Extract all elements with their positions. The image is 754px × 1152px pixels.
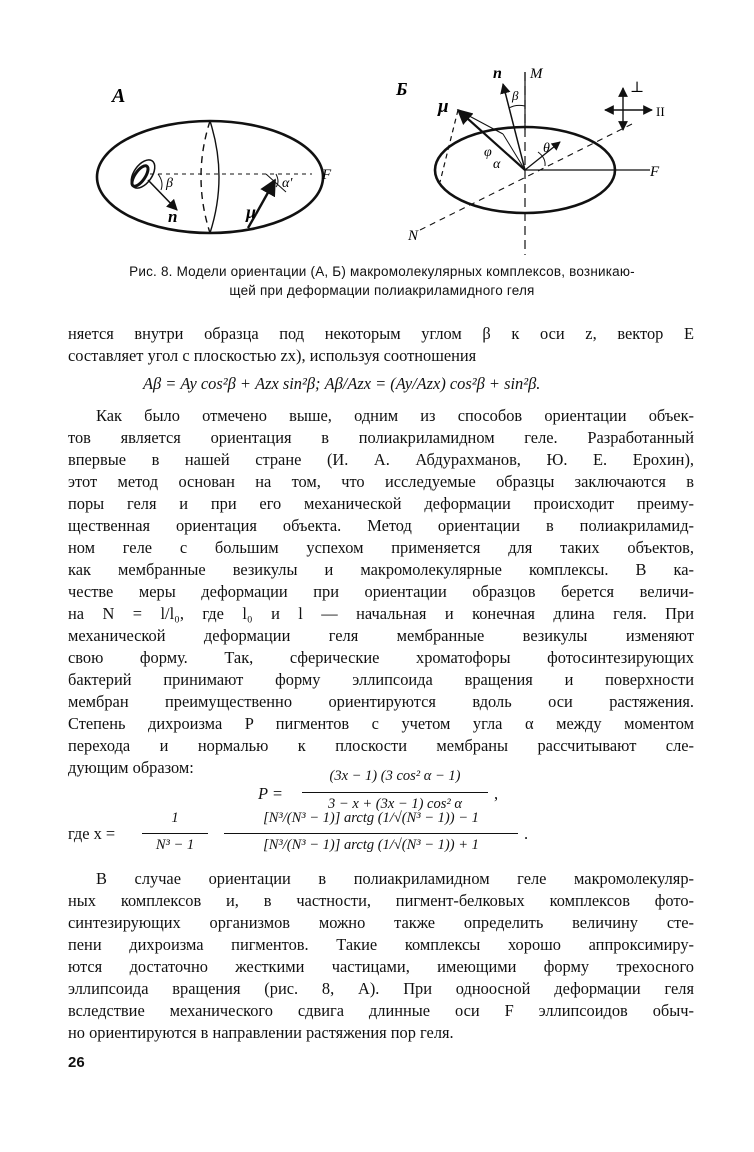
text-line: составляет угол с плоскостью zx), используя соотношения xyxy=(68,346,477,365)
text-line: перехода и нормалью к плоскости мембраны рассчитывают сле- xyxy=(68,736,694,755)
inner-curve-dashed xyxy=(201,121,210,233)
formula-p-lhs: P = xyxy=(258,784,283,803)
svg-text:θ: θ xyxy=(543,141,550,156)
formula-x-frac1-den: N³ − 1 xyxy=(155,837,195,853)
text-line: свою форму. Так, сферические хроматофоры фотосинтезирующих xyxy=(68,648,694,667)
figure-caption xyxy=(70,262,694,300)
formula-x-lead: где x = xyxy=(68,824,116,843)
text-line: но ориентируются в направлении растяжения пор геля. xyxy=(68,1023,454,1042)
mu-vector-a xyxy=(256,180,275,214)
text-line: тов является ориентация в полиакриламидном геле. Разработанный xyxy=(68,428,694,447)
page-number: 26 xyxy=(68,1054,85,1071)
formula-p-bar xyxy=(302,792,488,793)
formula-x-trail: . xyxy=(524,824,529,843)
text-line: Степень дихроизма P пигментов с учетом угла α между моментом xyxy=(68,714,694,733)
formula-x-frac1-num: 1 xyxy=(171,810,179,826)
formula-x-frac2-den: [N³/(N³ − 1)] arctg (1/√(N³ − 1)) + 1 xyxy=(263,837,479,853)
formula-p-numerator: (3x − 1) (3 cos² α − 1) xyxy=(329,768,461,784)
inner-curve-solid xyxy=(210,121,219,233)
formula-absorbance: Aβ = Ay cos²β + Azx sin²β; Aβ/Azx = (Ay/Azx) cos²β + sin²β. xyxy=(143,374,541,393)
paragraph-3 xyxy=(68,868,694,1044)
formula-p-denominator: 3 − x + (3x − 1) cos² α xyxy=(328,796,462,812)
label-b: Б xyxy=(396,79,408,99)
caption-line-2: щей при деформации полиакриламидного геля xyxy=(229,283,535,298)
text-line: мембран преимущественно ориентируются вдоль оси растяжения. xyxy=(68,692,694,711)
text-line: няется внутри образца под некоторым углом β к оси z, вектор E xyxy=(68,324,694,343)
panel-b xyxy=(395,65,665,255)
caption-line-1: Рис. 8. Модели ориентации (А, Б) макромолекулярных комплексов, возникаю- xyxy=(129,264,635,279)
text-line: честве меры деформации при ориентации образцов берется величи- xyxy=(68,582,694,601)
text-line: Как было отмечено выше, одним из способов ориентации объек- xyxy=(96,406,694,425)
svg-text:M: M xyxy=(530,66,543,82)
text-line: пени дихроизма пигментов. Такие комплексы хорошо аппроксимиру- xyxy=(68,935,694,954)
text-line: дующим образом: xyxy=(68,758,194,777)
svg-text:F: F xyxy=(650,164,660,180)
text-line: вследствие механического сдвига длинные оси F эллипсоидов обыч- xyxy=(68,1001,694,1020)
text-line: ных комплексов и, в частности, пигмент-белковых комплексов фото- xyxy=(68,891,694,910)
svg-text:φ: φ xyxy=(484,145,492,160)
svg-text:μ: μ xyxy=(246,202,257,222)
text-line: этот метод основан на том, что исследуемые образцы заключаются в xyxy=(68,472,694,491)
panel-a xyxy=(97,85,332,233)
paragraph-2 xyxy=(68,405,694,779)
text-line: щественная ориентация объекта. Метод ориентации в полиакриламид- xyxy=(68,516,694,535)
formula-x-frac1-bar xyxy=(142,833,208,834)
label-a: А xyxy=(112,85,126,107)
text-line: как мембранные везикулы и макромолекулярные комплексы. В ка- xyxy=(68,560,694,579)
svg-text:μ: μ xyxy=(438,96,449,117)
svg-text:α: α xyxy=(493,157,501,172)
svg-text:α′: α′ xyxy=(282,176,293,191)
text-line: на N = l/l₀, где l₀ и l — начальная и конечная длина геля. При xyxy=(68,604,694,623)
text-line: впервые в нашей стране (И. А. Абдурахманов, Ю. Е. Ерохин), xyxy=(68,450,694,469)
text-line: поры геля и при его механической деформации происходит преиму- xyxy=(68,494,694,513)
text-line: бактерий принимают форму эллипсоида вращения и поверхности xyxy=(68,670,694,689)
svg-text:β: β xyxy=(512,88,519,103)
formula-p-trail: , xyxy=(494,784,499,803)
svg-text:II: II xyxy=(656,104,665,119)
svg-text:n: n xyxy=(168,207,178,226)
svg-text:β: β xyxy=(166,176,173,191)
figure-ellipse-models xyxy=(60,50,700,265)
paragraph-1 xyxy=(68,323,694,367)
text-line: механической деформации геля мембранные везикулы изменяют xyxy=(68,626,694,645)
svg-text:N: N xyxy=(408,228,419,244)
text-line: ном геле с большим успехом применяется для таких объектов, xyxy=(68,538,694,557)
svg-text:⊥: ⊥ xyxy=(630,80,645,96)
svg-text:F: F xyxy=(322,167,332,183)
text-line: эллипсоида вращения (рис. 8, А). При одноосной деформации геля xyxy=(68,979,694,998)
svg-text:n: n xyxy=(493,65,502,82)
text-line: синтезирующих организмов можно также определить величину сте- xyxy=(68,913,694,932)
text-line: В случае ориентации в полиакриламидном геле макромолекуляр- xyxy=(96,869,694,888)
formula-x-frac2-bar xyxy=(224,833,518,834)
text-line: ются достаточно жесткими частицами, имеющими форму трехосного xyxy=(68,957,694,976)
formula-x-frac2-num: [N³/(N³ − 1)] arctg (1/√(N³ − 1)) − 1 xyxy=(263,810,479,826)
